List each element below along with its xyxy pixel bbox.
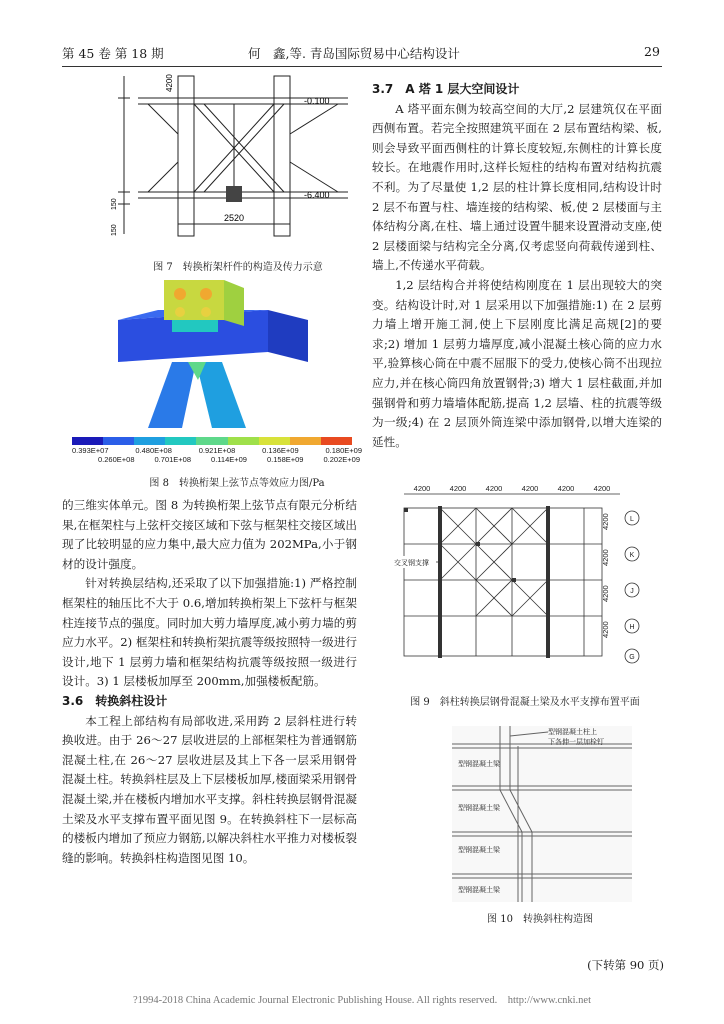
legend-value: 0.393E+07 [72, 446, 109, 455]
legend-swatch [228, 437, 259, 445]
legend-swatch [321, 437, 352, 445]
fig10-caption: 图 10 转换斜柱构造图 [487, 914, 593, 925]
fig9-plan-drawing [392, 482, 664, 682]
paragraph: 本工程上部结构有局部收进,采用跨 2 层斜柱进行转换收进。由于 26～27 层收进层的上部框架柱为普通钢筋混凝土柱,在 26～27 层收进层及其上下各一层采用钢骨混凝土柱。转换斜柱层及上下层楼板加厚,楼面梁采用钢骨混凝土梁,并在楼板内增加水平支撑。斜柱转换层钢骨混凝土梁及水平支撑布置平面见图 9。在转换斜柱下一层标高的楼板内增加了预应力钢筋,以解决斜柱水平推力对楼板裂缝的影响。转换斜柱构造图见图 10。 [62, 713, 357, 865]
fig7-dim-left-a: 150 [111, 224, 118, 236]
legend-value: 0.480E+08 [135, 446, 172, 455]
fig9-brace-annotation: 交叉钢支撑 [394, 560, 429, 567]
fig8-legend-row2 [98, 455, 360, 464]
running-title: 何 鑫,等. 青岛国际贸易中心结构设计 [248, 46, 460, 61]
legend-swatch [196, 437, 227, 445]
fig7-dim-bottom: 2520 [223, 213, 245, 223]
fig9-dim: 4200 [521, 484, 539, 493]
axis-label: H [629, 624, 635, 631]
fig10-note: 下各伸一层加栓钉 [548, 739, 604, 746]
fig7-dim-left-b: 150 [111, 198, 118, 210]
beam-label: 型钢混凝土梁 [458, 805, 500, 812]
fig7-truss-drawing [108, 74, 358, 244]
legend-value: 0.921E+08 [198, 446, 236, 455]
fig10-section-drawing [452, 726, 632, 902]
legend-value: 0.158E+09 [266, 455, 304, 464]
fig9-side-dim: 4200 [601, 513, 610, 530]
section-heading-3-7: 3.7 A 塔 1 层大空间设计 [372, 82, 520, 96]
fig8-legend-bar [72, 437, 352, 445]
axis-label: J [630, 588, 634, 595]
header-rule [62, 66, 662, 67]
beam-label: 型钢混凝土梁 [458, 761, 500, 768]
fig7-dim-top: 4200 [165, 74, 174, 92]
legend-value: 0.114E+09 [211, 455, 247, 464]
fig9-caption: 图 9 斜柱转换层钢骨混凝土梁及水平支撑布置平面 [410, 697, 640, 708]
copyright-footer: ?1994-2018 China Academic Journal Electronic Publishing House. All rights reserved. http://www.cnki.net [132, 995, 592, 1006]
legend-swatch [103, 437, 134, 445]
continued-note: (下转第 90 页) [587, 958, 664, 972]
legend-value: 0.701E+08 [154, 455, 192, 464]
beam-label: 型钢混凝土梁 [458, 847, 500, 854]
axis-label: L [630, 516, 634, 523]
fig7-level-top: -0.100 [304, 96, 330, 106]
fig10-note: 型钢混凝土柱上 [548, 729, 597, 736]
fig9-dim: 4200 [557, 484, 575, 493]
paragraph: 针对转换层结构,还采取了以下加强措施:1) 严格控制框架柱的轴压比不大于 0.6,增加转换桁架上下弦杆与框架柱连接节点的强度。同时加大剪力墙厚度,减小剪力墙的剪应力水平。2) 框架柱和转换桁架抗震等级按照特一级进行设计,地下 1 层剪力墙和框架结构抗震等级按照一级进行设计。3) 1 层楼板加厚至 200mm,加强楼板配筋。 [62, 576, 357, 689]
legend-swatch [72, 437, 103, 445]
fig9-dim: 4200 [413, 484, 431, 493]
journal-issue: 第 45 卷 第 18 期 [62, 46, 164, 61]
legend-value: 0.260E+08 [98, 455, 135, 464]
legend-swatch [134, 437, 165, 445]
fig7-level-bottom: -6.400 [304, 190, 330, 200]
paragraph: 的三维实体单元。图 8 为转换桁架上弦节点有限元分析结果,在框架柱与上弦杆交接区域和下弦与框架柱交接区域出现了比较明显的应力集中,最大应力值为 202MPa,小于钢材的设计强度。 [62, 498, 357, 571]
page-number: 29 [644, 44, 660, 59]
paragraph: 1,2 层结构合并将使结构刚度在 1 层出现较大的突变。结构设计时,对 1 层采用以下加强措施:1) 在 2 层剪力墙上增开施工洞,使上下层刚度比满足高规[2]的要求;2) 增加 1 层剪力墙厚度,减小混凝土核心筒的应力水平,验算核心筒在中震不屈服下的受力,使核心筒不出现拉应力,并在核心筒四角放置钢骨;3) 增大 1 层柱截面,并加强钢骨和剪力墙墙体配筋,提高 1,2 层墙、柱的抗震等级为一级;4) 在 2 层顶外筒连梁中添加钢骨,以增大连梁的延性。 [372, 277, 662, 449]
legend-swatch [165, 437, 196, 445]
fig9-dim: 4200 [593, 484, 611, 493]
right-column [372, 80, 662, 452]
fig9-dim: 4200 [485, 484, 503, 493]
fig9-side-dim: 4200 [601, 621, 610, 638]
paragraph: A 塔平面东侧为较高空间的大厅,2 层建筑仅在平面西侧布置。若完全按照建筑平面在 2 层布置结构梁、板,则会导致平面西侧柱的计算长度较短,东侧柱的计算长度较长。在地震作用时,这样长短柱的结构布置对结构抗震不利。为了尽量使 1,2 层的柱计算长度相同,结构设计时 2 层不布置与柱、墙连接的结构梁、板,使 2 层楼面与主体结构分离,在柱、墙上通过设置牛腿来设置滑动支座,使 2 层楼面梁与结构完全分离,仅考虑竖向荷载传递到柱、墙上,不传递水平荷载。 [372, 101, 662, 273]
fig9-side-dim: 4200 [601, 549, 610, 566]
legend-value: 0.136E+09 [262, 446, 299, 455]
fig8-stress-contour [118, 280, 358, 428]
axis-label: K [629, 552, 635, 559]
fig9-side-dim: 4200 [601, 585, 610, 602]
fig9-dim: 4200 [449, 484, 467, 493]
left-column [62, 496, 357, 868]
fig8-caption: 图 8 转换桁架上弦节点等效应力图/Pa [149, 478, 325, 489]
axis-label: G [629, 654, 635, 661]
fig7-caption: 图 7 转换桁架杆件的构造及传力示意 [153, 262, 323, 273]
beam-label: 型钢混凝土梁 [458, 887, 500, 894]
legend-swatch [290, 437, 321, 445]
legend-swatch [259, 437, 290, 445]
section-heading-3-6: 3.6 转换斜柱设计 [62, 693, 168, 708]
fig8-legend-row1 [72, 446, 362, 455]
legend-value: 0.202E+09 [323, 455, 360, 464]
legend-value: 0.180E+09 [325, 446, 362, 455]
